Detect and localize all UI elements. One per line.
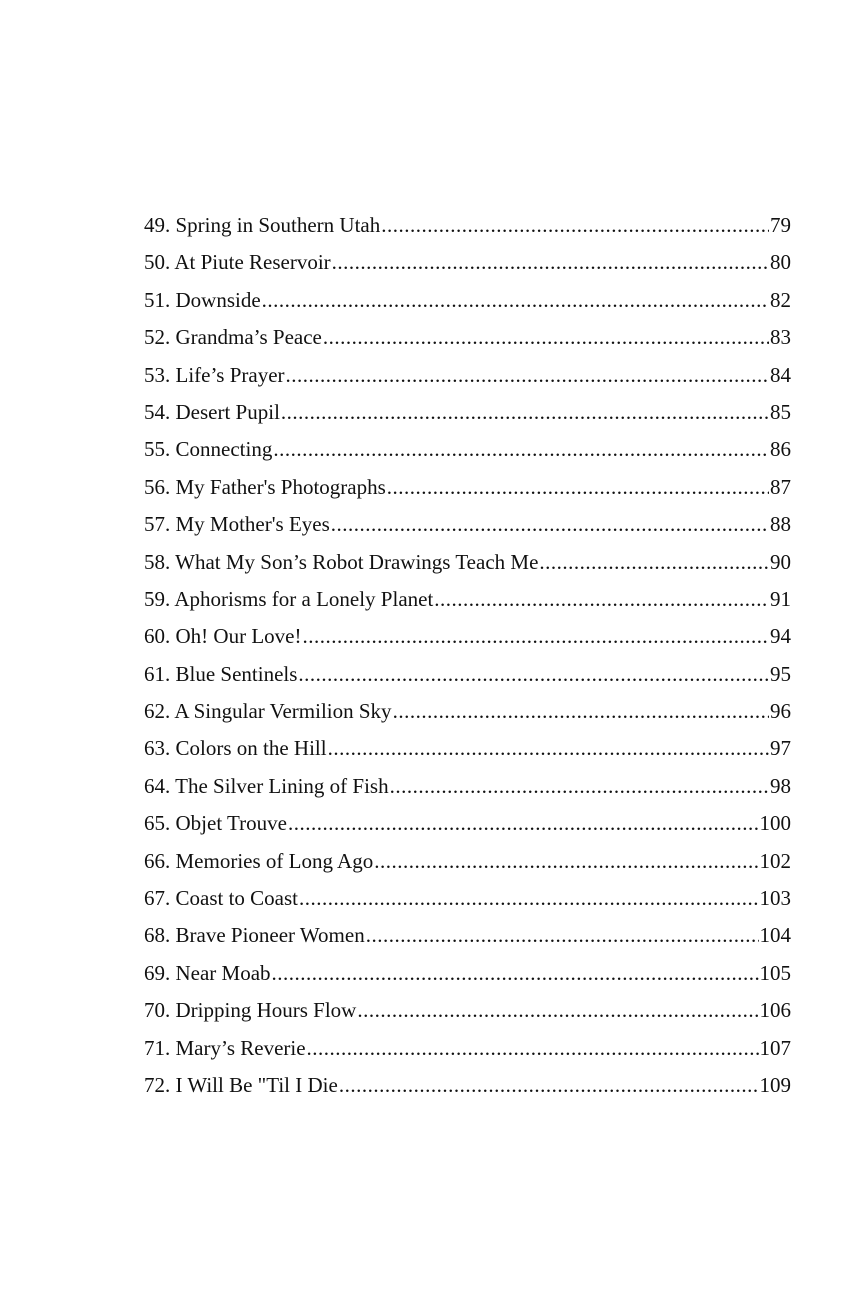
toc-entry-page: 109 bbox=[759, 1072, 791, 1097]
toc-entry-title: 56. My Father's Photographs bbox=[144, 474, 386, 499]
toc-entry[interactable] bbox=[144, 544, 791, 581]
toc-entry-title: 70. Dripping Hours Flow bbox=[144, 998, 357, 1023]
toc-entry[interactable] bbox=[144, 730, 791, 767]
toc-entry-title: 52. Grandma’s Peace bbox=[144, 325, 322, 350]
toc-entry-page: 83 bbox=[770, 325, 791, 350]
toc-entry-title: 71. Mary’s Reverie bbox=[144, 1035, 306, 1060]
toc-entry-title: 64. The Silver Lining of Fish bbox=[144, 773, 389, 798]
toc-entry-title: 53. Life’s Prayer bbox=[144, 362, 285, 387]
toc-entry-page: 86 bbox=[770, 437, 791, 462]
dot-leader bbox=[339, 1067, 759, 1104]
toc-entry-page: 100 bbox=[759, 811, 791, 836]
dot-leader bbox=[331, 506, 769, 543]
toc-entry-page: 91 bbox=[770, 586, 791, 611]
toc-entry[interactable] bbox=[144, 805, 791, 842]
toc-entry-title: 65. Objet Trouve bbox=[144, 811, 287, 836]
dot-leader bbox=[273, 431, 769, 468]
toc-entry-title: 69. Near Moab bbox=[144, 960, 271, 985]
toc-entry-page: 80 bbox=[770, 250, 791, 275]
toc-entry-title: 72. I Will Be "Til I Die bbox=[144, 1072, 338, 1097]
dot-leader bbox=[323, 319, 769, 356]
toc-entry[interactable] bbox=[144, 357, 791, 394]
toc-entry-page: 84 bbox=[770, 362, 791, 387]
toc-entry-page: 107 bbox=[759, 1035, 791, 1060]
toc-entry-page: 96 bbox=[770, 699, 791, 724]
toc-entry-page: 85 bbox=[770, 399, 791, 424]
toc-entry-title: 67. Coast to Coast bbox=[144, 886, 299, 911]
toc-entry[interactable] bbox=[144, 282, 791, 319]
toc-entry[interactable] bbox=[144, 394, 791, 431]
toc-entry-title: 59. Aphorisms for a Lonely Planet bbox=[144, 586, 434, 611]
toc-entry[interactable] bbox=[144, 992, 791, 1029]
toc-entry[interactable] bbox=[144, 581, 791, 618]
toc-entry[interactable] bbox=[144, 917, 791, 954]
toc-entry[interactable] bbox=[144, 506, 791, 543]
toc-entry[interactable] bbox=[144, 431, 791, 468]
toc-entry-title: 55. Connecting bbox=[144, 437, 273, 462]
toc-entry-page: 103 bbox=[759, 886, 791, 911]
toc-entry-page: 97 bbox=[770, 736, 791, 761]
toc-entry-page: 87 bbox=[770, 474, 791, 499]
toc-entry[interactable] bbox=[144, 1067, 791, 1104]
toc-entry[interactable] bbox=[144, 880, 791, 917]
toc-entry[interactable] bbox=[144, 244, 791, 281]
toc-entry[interactable] bbox=[144, 618, 791, 655]
toc-entry-title: 62. A Singular Vermilion Sky bbox=[144, 699, 392, 724]
dot-leader bbox=[434, 581, 769, 618]
toc-entry-page: 95 bbox=[770, 661, 791, 686]
dot-leader bbox=[381, 207, 769, 244]
toc-entry-title: 49. Spring in Southern Utah bbox=[144, 213, 381, 237]
toc-entry[interactable] bbox=[144, 656, 791, 693]
dot-leader bbox=[288, 805, 759, 842]
dot-leader bbox=[286, 357, 769, 394]
toc-entry[interactable] bbox=[144, 469, 791, 506]
toc-entry-page: 88 bbox=[770, 512, 791, 537]
toc-entry-page: 104 bbox=[759, 923, 791, 948]
toc-entry[interactable] bbox=[144, 768, 791, 805]
toc-entry[interactable] bbox=[144, 207, 791, 244]
toc-entry-page: 94 bbox=[770, 624, 791, 649]
dot-leader bbox=[307, 1030, 759, 1067]
dot-leader bbox=[281, 394, 769, 431]
dot-leader bbox=[298, 656, 769, 693]
toc-entry-page: 82 bbox=[770, 287, 791, 312]
dot-leader bbox=[328, 730, 769, 767]
toc-entry-title: 57. My Mother's Eyes bbox=[144, 512, 330, 537]
toc-entry[interactable] bbox=[144, 955, 791, 992]
toc-entry-page: 90 bbox=[770, 549, 791, 574]
toc-entry-page: 106 bbox=[759, 998, 791, 1023]
toc-entry[interactable] bbox=[144, 693, 791, 730]
toc-entry-title: 63. Colors on the Hill bbox=[144, 736, 327, 761]
dot-leader bbox=[272, 955, 759, 992]
toc-entry-title: 60. Oh! Our Love! bbox=[144, 624, 302, 649]
toc-entry-title: 54. Desert Pupil bbox=[144, 399, 280, 424]
toc-entry-title: 58. What My Son’s Robot Drawings Teach Me bbox=[144, 549, 539, 574]
dot-leader bbox=[299, 880, 758, 917]
toc-entry-page: 105 bbox=[759, 960, 791, 985]
dot-leader bbox=[332, 244, 769, 281]
dot-leader bbox=[366, 917, 759, 954]
toc-entry-page: 98 bbox=[770, 773, 791, 798]
toc-entry-title: 51. Downside bbox=[144, 287, 261, 312]
dot-leader bbox=[302, 618, 769, 655]
toc-entry-title: 66. Memories of Long Ago bbox=[144, 848, 374, 873]
toc-entry[interactable] bbox=[144, 843, 791, 880]
dot-leader bbox=[393, 693, 769, 730]
dot-leader bbox=[262, 282, 769, 319]
dot-leader bbox=[539, 544, 769, 581]
toc-entry[interactable] bbox=[144, 319, 791, 356]
dot-leader bbox=[357, 992, 758, 1029]
toc-entry-title: 50. At Piute Reservoir bbox=[144, 250, 331, 275]
toc-entry-title: 61. Blue Sentinels bbox=[144, 661, 298, 686]
table-of-contents bbox=[144, 207, 791, 1104]
dot-leader bbox=[390, 768, 769, 805]
toc-entry[interactable] bbox=[144, 1030, 791, 1067]
dot-leader bbox=[374, 843, 758, 880]
dot-leader bbox=[387, 469, 769, 506]
toc-entry-page: 79 bbox=[770, 213, 791, 237]
toc-entry-page: 102 bbox=[759, 848, 791, 873]
toc-entry-title: 68. Brave Pioneer Women bbox=[144, 923, 365, 948]
